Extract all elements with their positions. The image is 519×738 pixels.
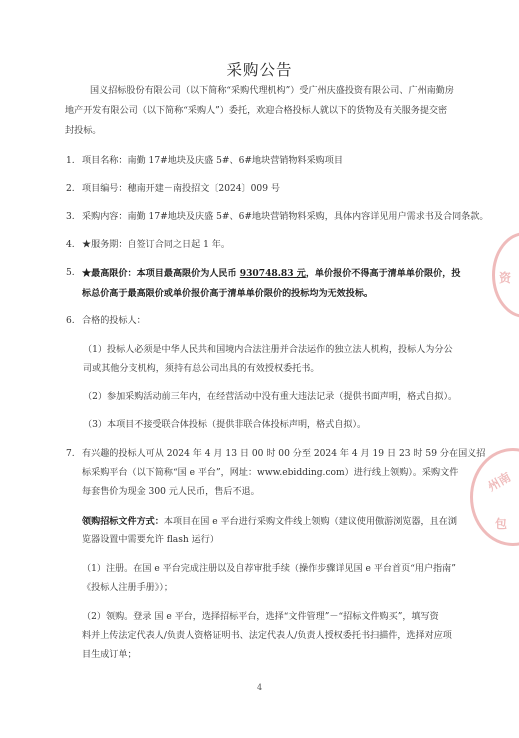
download-method-line-2: 览器设置中需要允许 flash 运行）: [82, 535, 219, 545]
eligibility-1-line-2: 司或其他分支机构，须持有总公司出具的有效授权委托书。: [83, 364, 320, 374]
item-number: 5.: [66, 268, 75, 278]
step-register-line-1: （1）注册。在国 e 平台完成注册以及自荐审批手续（操作步骤详见国 e 平台首页“用户指南”: [82, 564, 456, 574]
step-purchase-line-2: 料并上传法定代表人/负责人资格证明书、法定代表人/负责人授权委托书扫描件，选择对应项: [82, 631, 452, 641]
download-method-text: 本项目在国 e 平台进行采购文件线上领购（建议使用傲游浏览器，且在浏: [163, 517, 457, 527]
item-number: 3.: [66, 212, 75, 222]
item-project-code: 项目编号：穗南开建－南投招文〔2024〕009 号: [82, 184, 280, 194]
download-method-line-1: [82, 516, 457, 528]
item-number: 7.: [66, 449, 75, 459]
item-purchase-content: 采购内容：南勤 17#地块及庆盛 5#、6#地块营销物料采购，具体内容详见用户需求书及合同条款。: [82, 212, 489, 222]
item-number: 1.: [66, 156, 75, 166]
item-max-price-line-1: [82, 268, 460, 279]
item-project-name: 项目名称：南勤 17#地块及庆盛 5#、6#地块营销物料采购项目: [82, 156, 343, 166]
max-price-amount: 930748.83 元: [239, 268, 306, 279]
download-method-label: 领购招标文件方式：: [82, 516, 164, 527]
intro-line-3: 封投标。: [65, 126, 102, 136]
item-service-period: ★服务期：自签订合同之日起 1 年。: [82, 240, 230, 250]
intro-line-1: 国义招标股份有限公司（以下简称“采购代理机构”）受广州庆盛投资有限公司、广州南勤房: [90, 86, 454, 96]
step-purchase-line-3: 目生成订单；: [82, 650, 137, 660]
eligibility-3: （3）本项目不接受联合体投标（提供非联合体投标声明，格式自拟）。: [83, 420, 367, 430]
seal-stamp-top: 资: [492, 232, 519, 318]
max-price-rule: ，单价报价不得高于清单单价限价，投: [305, 268, 461, 279]
intro-line-2: 地产开发有限公司（以下简称“采购人”）委托，欢迎合格投标人就以下的货物及有关服务提交密: [65, 106, 448, 116]
max-price-label: ★最高限价：本项目最高限价为人民币: [82, 268, 240, 279]
item-number: 2.: [66, 184, 75, 194]
item-7-line-1: 有兴趣的投标人可从 2024 年 4 月 13 日 00 时 00 分至 2024 年 4 月 19 日 23 时 59 分在国义招: [82, 449, 486, 459]
page-title: 采购公告: [226, 61, 293, 79]
item-eligible-bidders: 合格的投标人：: [82, 316, 146, 326]
item-number: 4.: [66, 240, 75, 250]
seal-stamp-bottom: 州南 包: [470, 448, 519, 546]
item-max-price-line-2: 标总价高于最高限价或单价报价高于清单单价限价的投标均为无效投标。: [82, 288, 374, 299]
step-register-line-2: 《投标人注册手册》）；: [82, 583, 173, 593]
item-number: 6.: [66, 316, 75, 326]
eligibility-2: （2）参加采购活动前三年内，在经营活动中没有重大违法记录（提供书面声明，格式自拟）。: [83, 392, 458, 402]
step-purchase-line-1: （2）领购。登录 国 e 平台，选择招标平台，选择“文件管理”－“招标文件购买”，填写资: [82, 612, 439, 622]
page-number: 4: [256, 683, 263, 692]
item-7-line-3: 每套售价为现金 300 元人民币，售后不退。: [82, 487, 260, 497]
item-7-line-2: 标采购平台（以下简称“国 e 平台”，网址：www.ebidding.com）进行线上领购）。采购文件: [82, 468, 459, 478]
eligibility-1-line-1: （1）投标人必须是中华人民共和国境内合法注册并合法运作的独立法人机构，投标人为分公: [83, 345, 453, 355]
